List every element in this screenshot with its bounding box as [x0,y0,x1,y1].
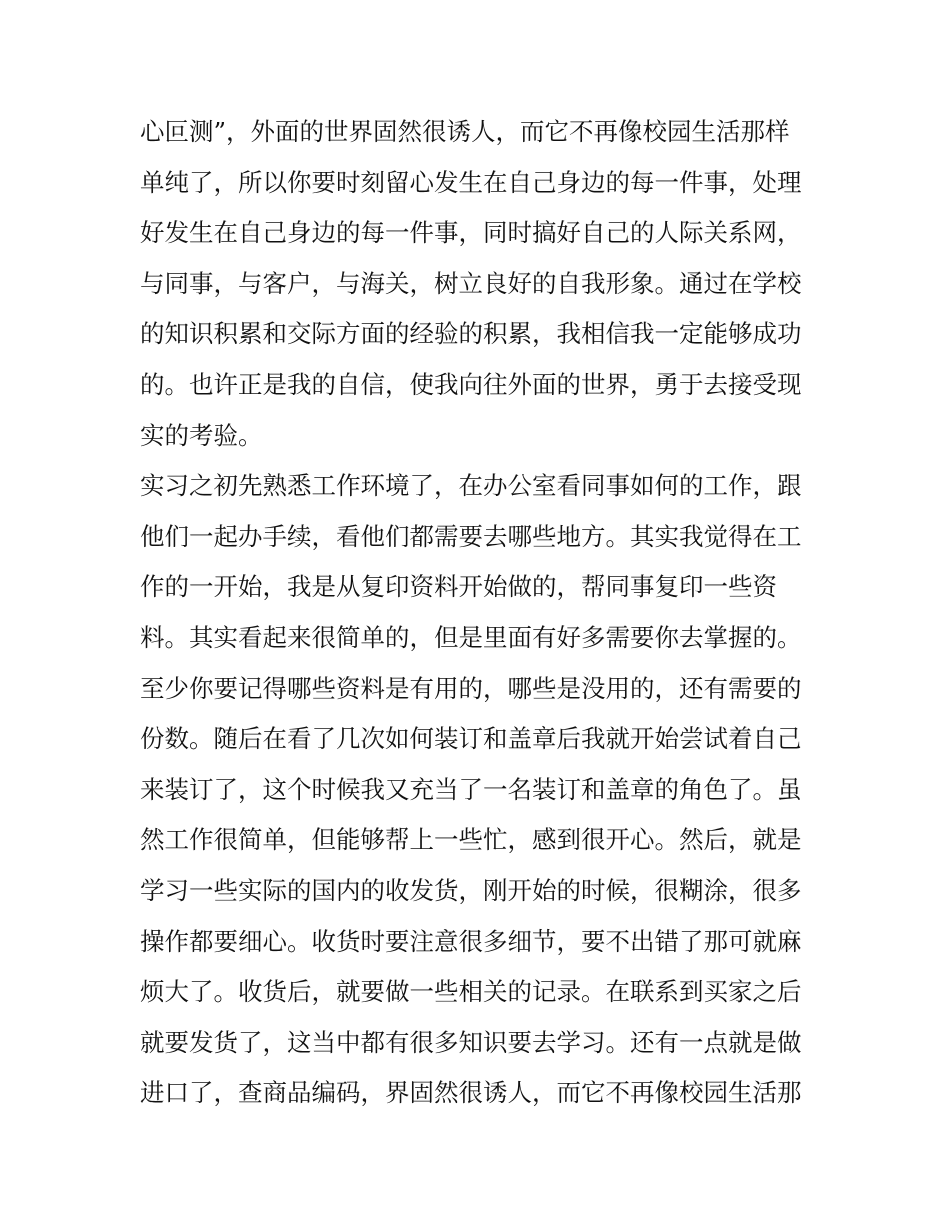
text-line-19: 就要发货了，这当中都有很多知识要去学习。还有一点就是做 [140,1027,802,1057]
text-line-6: 的。也许正是我的自信，使我向往外面的世界，勇于去接受现 [140,369,802,399]
text-line-17: 操作都要细心。收货时要注意很多细节，要不出错了那可就麻 [140,926,802,956]
text-line-9: 他们一起办手续，看他们都需要去哪些地方。其实我觉得在工 [140,521,802,551]
text-line-7: 实的考验。 [140,420,263,450]
text-line-18: 烦大了。收货后，就要做一些相关的记录。在联系到买家之后 [140,977,802,1007]
text-line-3: 好发生在自己身边的每一件事，同时搞好自己的人际关系网， [140,218,802,248]
text-line-14: 来装订了，这个时候我又充当了一名装订和盖章的角色了。虽 [140,774,802,804]
text-line-1: 心叵测”，外面的世界固然很诱人，而它不再像校园生活那样 [140,117,790,146]
body-text [140,107,820,1119]
text-line-13: 份数。随后在看了几次如何装订和盖章后我就开始尝试着自己 [140,724,802,754]
text-line-12: 至少你要记得哪些资料是有用的，哪些是没用的，还有需要的 [140,673,802,703]
text-line-5: 的知识积累和交际方面的经验的积累，我相信我一定能够成功 [140,319,802,349]
text-line-20: 进口了，查商品编码，界固然很诱人，而它不再像校园生活那 [140,1078,802,1108]
text-line-8: 实习之初先熟悉工作环境了，在办公室看同事如何的工作，跟 [140,471,802,501]
text-line-2: 单纯了，所以你要时刻留心发生在自己身边的每一件事，处理 [140,167,802,197]
text-line-4: 与同事，与客户，与海关，树立良好的自我形象。通过在学校 [140,268,802,298]
text-line-16: 学习一些实际的国内的收发货，刚开始的时候，很糊涂，很多 [140,875,802,905]
text-line-15: 然工作很简单，但能够帮上一些忙，感到很开心。然后，就是 [140,825,802,855]
text-line-10: 作的一开始，我是从复印资料开始做的，帮同事复印一些资 [140,572,777,602]
text-line-11: 料。其实看起来很简单的，但是里面有好多需要你去掌握的。 [140,622,802,652]
